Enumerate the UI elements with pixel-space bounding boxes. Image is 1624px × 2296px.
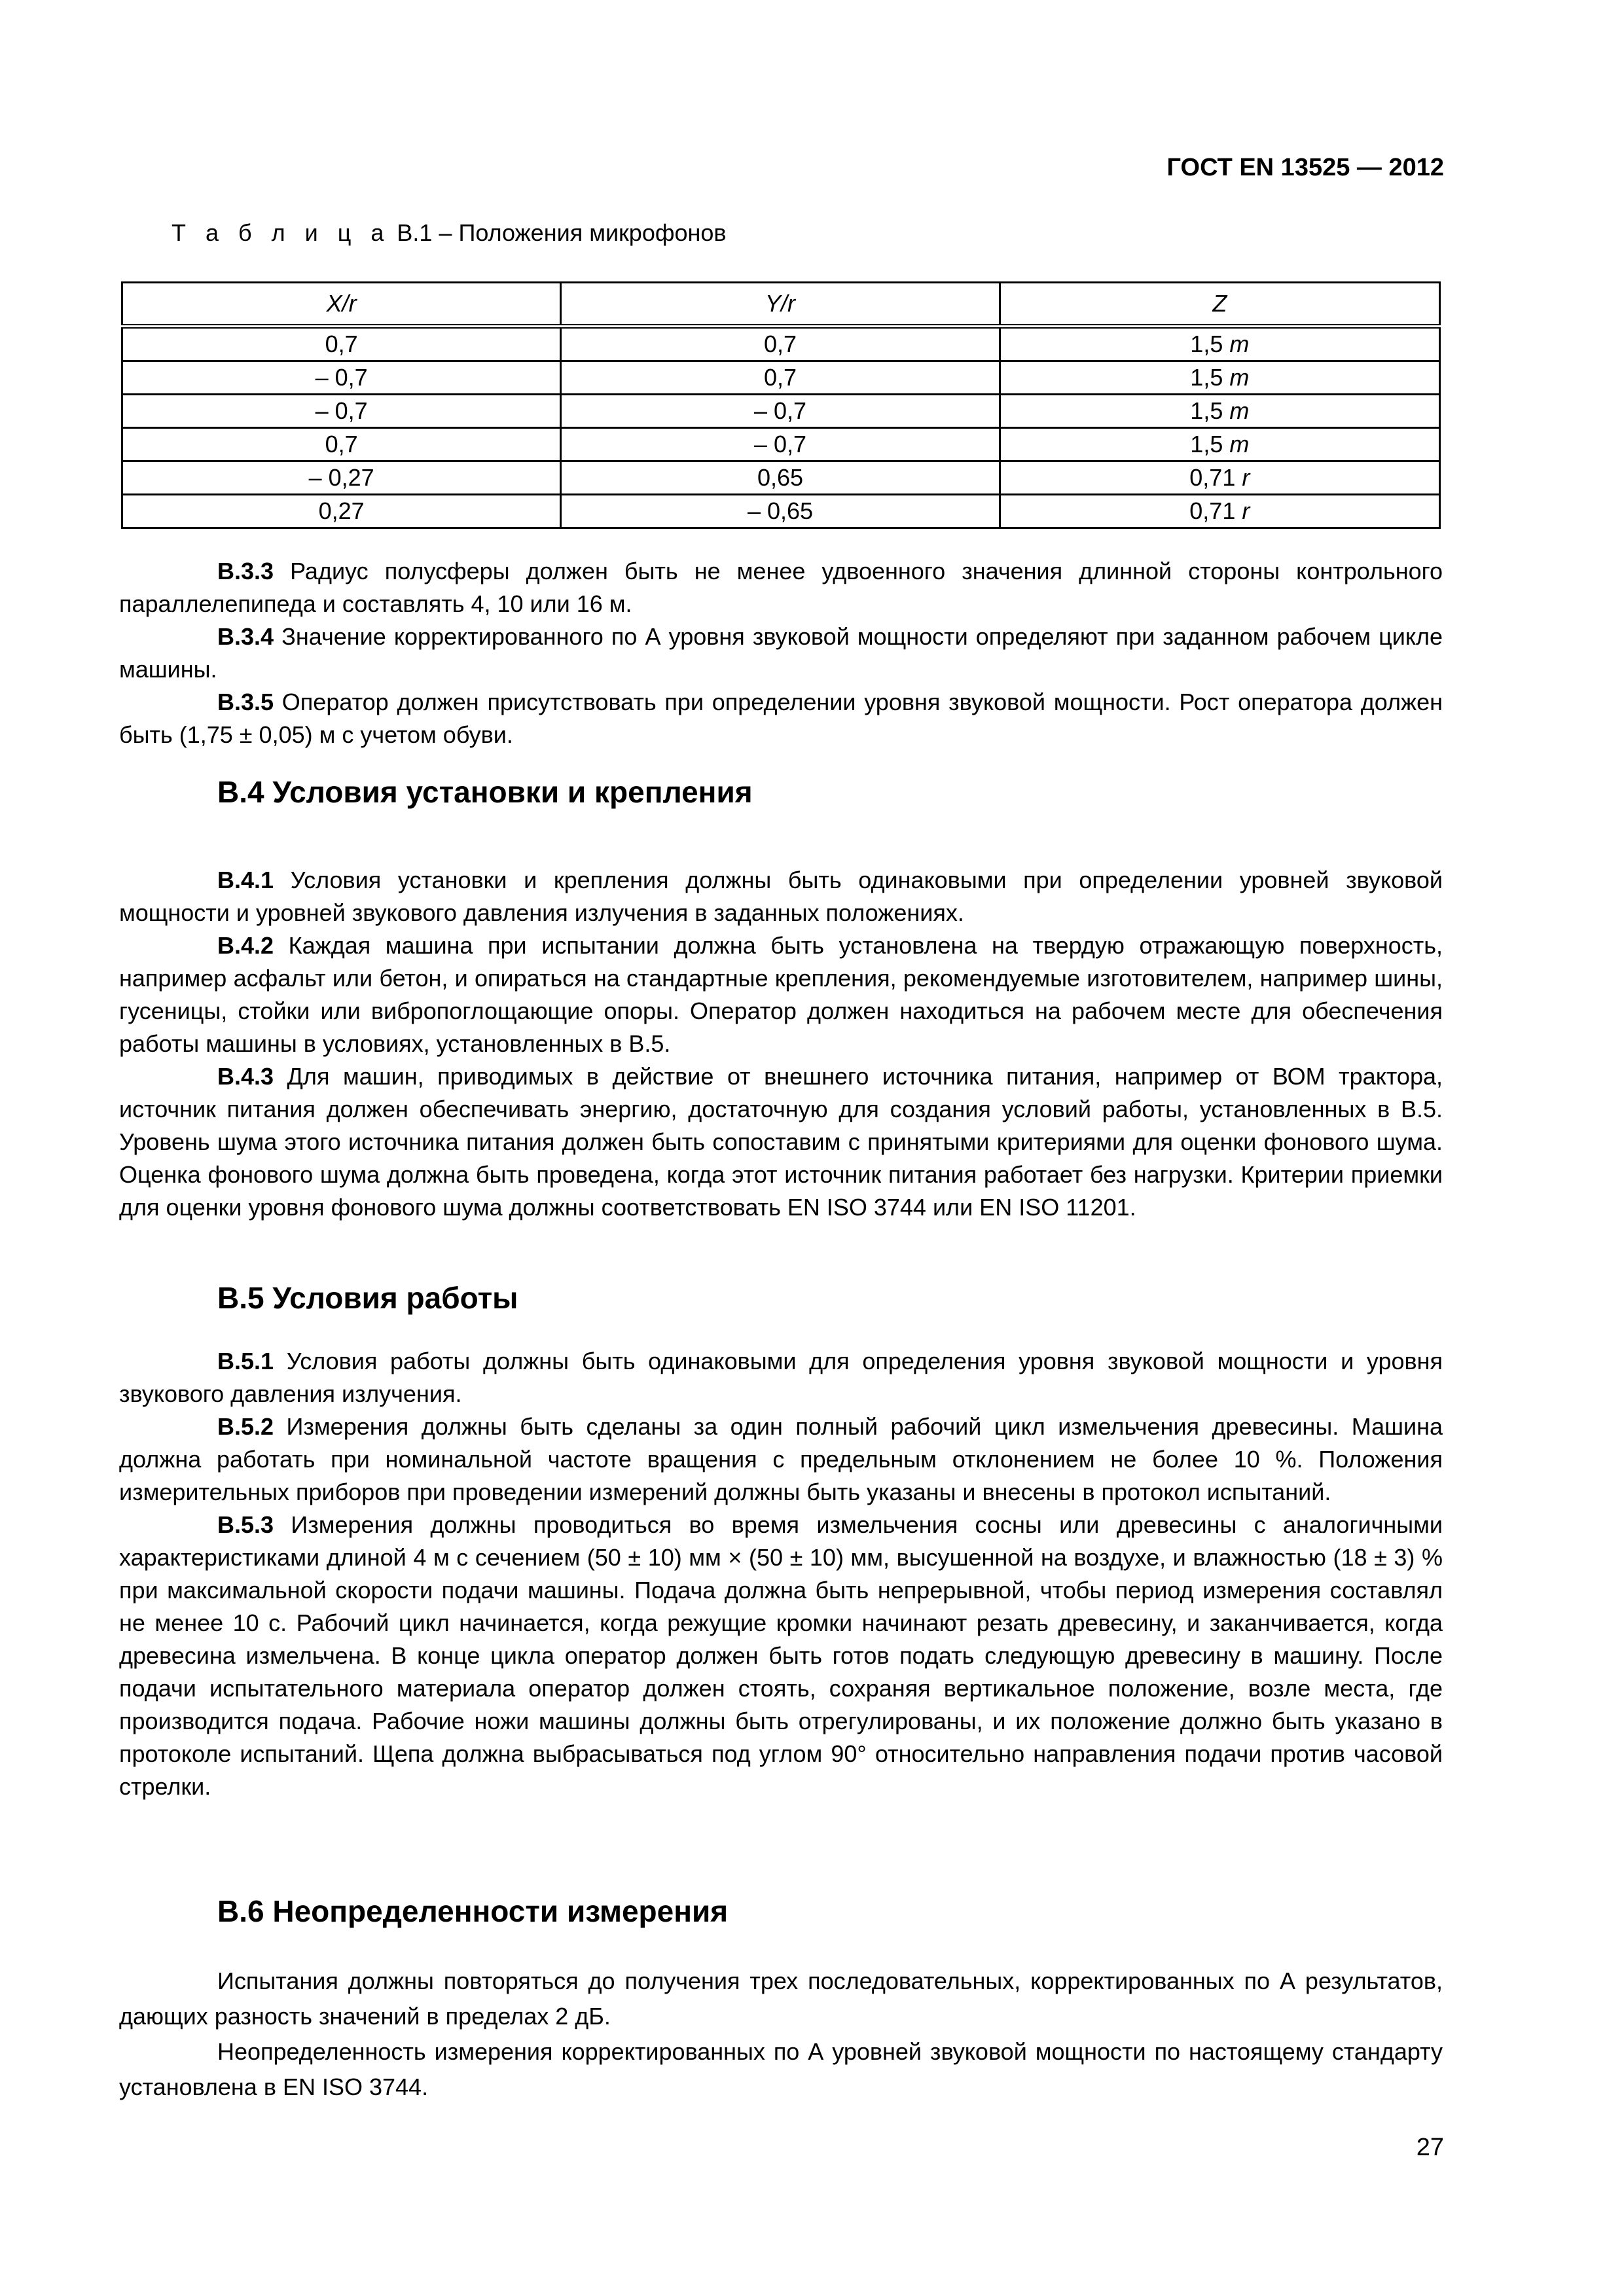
paragraph-b42 <box>119 929 1443 1060</box>
table-row <box>122 395 1440 428</box>
cell-z-unit: r <box>1242 464 1250 491</box>
microphone-positions-table <box>121 281 1441 529</box>
section-b6-paragraphs <box>119 1964 1443 2105</box>
clause-number: В.4.3 <box>217 1063 274 1090</box>
clause-text: Измерения должны быть сделаны за один полный рабочий цикл измельчения древесины. Машина должна работать при номинальной частоте вращения с предельным отклонением не более 10 %. Положения измерительных приборов при проведении измерений должны быть указаны и внесены в протокол испытаний. <box>119 1413 1443 1505</box>
paragraph-b6-1: Испытания должны повторяться до получения трех последовательных, корректированных по А результатов, дающих разность значений в пределах 2 дБ. <box>119 1967 1443 2030</box>
paragraph-b52 <box>119 1410 1443 1509</box>
cell-y: – 0,7 <box>561 428 1000 461</box>
clause-text: Условия работы должны быть одинаковыми для определения уровня звуковой мощности и уровня звукового давления излучения. <box>119 1348 1443 1407</box>
clause-text: Оператор должен присутствовать при определении уровня звуковой мощности. Рост оператора должен быть (1,75 ± 0,05) м с учетом обуви. <box>119 689 1443 748</box>
cell-x: 0,7 <box>122 428 561 461</box>
cell-z-unit: m <box>1229 331 1250 357</box>
cell-x: 0,27 <box>122 495 561 528</box>
section-heading-b4: В.4 Условия установки и крепления <box>217 775 753 809</box>
cell-y: 0,65 <box>561 461 1000 495</box>
clause-text: Каждая машина при испытании должна быть установлена на твердую отражающую поверхность, например асфальт или бетон, и опираться на стандартные крепления, рекомендуемые изготовителем, например шины, гусеницы, стойки или вибропоглощающие опоры. Оператор должен находиться на рабочем месте для обеспечения работы машины в условиях, установленных в В.5. <box>119 932 1443 1057</box>
section-b4-heading-block <box>119 776 1443 808</box>
page-number: 27 <box>1416 2134 1444 2161</box>
cell-z-value: 0,71 <box>1189 497 1242 524</box>
clause-number: В.3.3 <box>217 558 274 584</box>
section-b6-heading-block <box>119 1895 1443 1928</box>
clause-text: Условия установки и крепления должны быть одинаковыми при определении уровней звуковой мощности и уровней звукового давления излучения в заданных положениях. <box>119 867 1443 926</box>
clause-text: Значение корректированного по А уровня звуковой мощности определяют при заданном рабочем цикле машины. <box>119 623 1443 683</box>
cell-z <box>1000 461 1439 495</box>
cell-z-value: 0,71 <box>1189 464 1242 491</box>
table-row <box>122 361 1440 395</box>
paragraph-b35 <box>119 686 1443 751</box>
paragraph-b41 <box>119 864 1443 929</box>
table-caption-label: Т а б л и ц а <box>171 219 391 246</box>
section-b5-heading-block <box>119 1282 1443 1314</box>
clause-text: Измерения должны проводиться во время измельчения сосны или древесины с аналогичными характеристиками длиной 4 м с сечением (50 ± 10) мм × (50 ± 10) мм, высушенной на воздухе, и влажностью (18 ± 3) % при максимальной скорости подачи машины. Подача должна быть непрерывной, чтобы период измерения составлял не менее 10 с. Рабочий цикл начинается, когда режущие кромки начинают резать древесину, и заканчивается, когда древесина измельчена. В конце цикла оператор должен быть готов подать следующую древесину в машину. После подачи испытательного материала оператор должен стоять, сохраняя вертикальное положение, возле места, где производится подача. Рабочие ножи машины должны быть отрегулированы, и их положение должно быть указано в протоколе испытаний. Щепа должна выбрасываться под углом 90° относительно направления подачи против часовой стрелки. <box>119 1511 1443 1800</box>
cell-z-value: 1,5 <box>1190 364 1230 391</box>
cell-z <box>1000 495 1439 528</box>
clause-number: В.3.5 <box>217 689 274 715</box>
cell-z-unit: m <box>1229 431 1250 457</box>
clause-number: В.5.1 <box>217 1348 274 1374</box>
table-row <box>122 495 1440 528</box>
section-b5-paragraphs <box>119 1345 1443 1803</box>
cell-z-value: 1,5 <box>1190 397 1230 424</box>
section-b3-paragraphs <box>119 555 1443 751</box>
table-caption-title: В.1 – Положения микрофонов <box>390 219 727 246</box>
clause-text: Радиус полусферы должен быть не менее удвоенного значения длинной стороны контрольного параллелепипеда и составлять 4, 10 или 16 м. <box>119 558 1443 617</box>
clause-number: В.4.2 <box>217 932 274 959</box>
table-row <box>122 327 1440 361</box>
cell-y: 0,7 <box>561 327 1000 361</box>
cell-z-unit: m <box>1229 397 1250 424</box>
cell-y: – 0,65 <box>561 495 1000 528</box>
cell-x: 0,7 <box>122 327 561 361</box>
cell-z-unit: r <box>1242 497 1250 524</box>
column-header-z: Z <box>1000 283 1439 327</box>
cell-z-unit: m <box>1229 364 1250 391</box>
cell-z <box>1000 395 1439 428</box>
column-header-x: X/r <box>122 283 561 327</box>
section-b4-paragraphs <box>119 864 1443 1224</box>
column-header-y: Y/r <box>561 283 1000 327</box>
cell-x: – 0,7 <box>122 395 561 428</box>
cell-z <box>1000 327 1439 361</box>
clause-number: В.5.2 <box>217 1413 274 1440</box>
cell-z-value: 1,5 <box>1190 331 1230 357</box>
paragraph-b34 <box>119 620 1443 686</box>
paragraph-b6-2: Неопределенность измерения корректированных по А уровней звуковой мощности по настоящему стандарту установлена в EN ISO 3744. <box>119 2038 1443 2100</box>
clause-number: В.4.1 <box>217 867 274 893</box>
table-row <box>122 428 1440 461</box>
section-heading-b6: В.6 Неопределенности измерения <box>217 1894 729 1928</box>
clause-number: В.3.4 <box>217 623 274 650</box>
table-header-row <box>122 283 1440 327</box>
paragraph-b43 <box>119 1060 1443 1224</box>
cell-z-value: 1,5 <box>1190 431 1230 457</box>
cell-y: – 0,7 <box>561 395 1000 428</box>
cell-x: – 0,27 <box>122 461 561 495</box>
table-row <box>122 461 1440 495</box>
document-header: ГОСТ EN 13525 — 2012 <box>1166 154 1444 181</box>
paragraph-b53 <box>119 1509 1443 1803</box>
section-heading-b5: В.5 Условия работы <box>217 1281 518 1315</box>
cell-z <box>1000 361 1439 395</box>
paragraph-b51 <box>119 1345 1443 1410</box>
cell-x: – 0,7 <box>122 361 561 395</box>
clause-text: Для машин, приводимых в действие от внешнего источника питания, например от ВОМ трактора, источник питания должен обеспечивать энергию, достаточную для создания условий работы, установленных в В.5. Уровень шума этого источника питания должен быть сопоставим с принятыми критериями для оценки фонового шума. Оценка фонового шума должна быть проведена, когда этот источник питания работает без нагрузки. Критерии приемки для оценки уровня фонового шума должны соответствовать EN ISO 3744 или EN ISO 11201. <box>119 1063 1443 1221</box>
cell-z <box>1000 428 1439 461</box>
clause-number: В.5.3 <box>217 1511 274 1538</box>
paragraph-b33 <box>119 555 1443 620</box>
table-caption <box>171 219 727 247</box>
cell-y: 0,7 <box>561 361 1000 395</box>
